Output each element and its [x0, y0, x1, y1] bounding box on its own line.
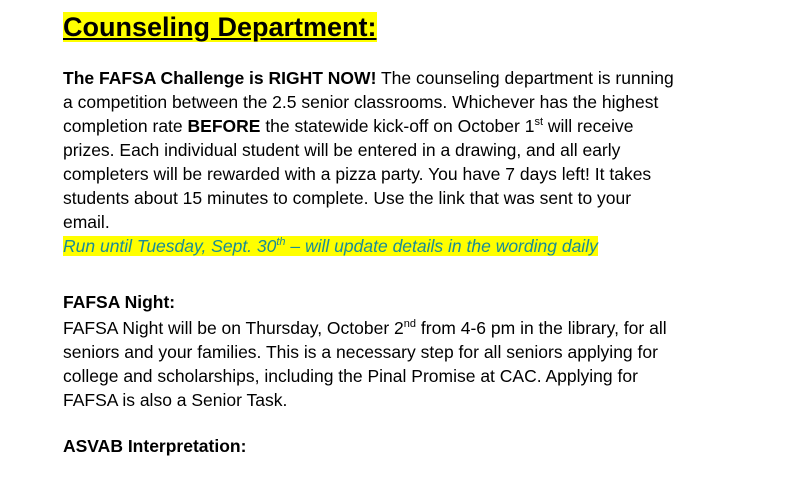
- fafsa-challenge-paragraph: [63, 66, 753, 258]
- paragraph-line: college and scholarships, including the Pinal Promise at CAC. Applying for: [63, 366, 638, 386]
- editor-note: [63, 236, 598, 256]
- paragraph-line: students about 15 minutes to complete. Use the link that was sent to your: [63, 188, 632, 208]
- editor-note-line: [63, 234, 753, 258]
- paragraph-line: a competition between the 2.5 senior classrooms. Whichever has the highest: [63, 92, 659, 112]
- page-title: [63, 10, 377, 44]
- paragraph-line: completers will be rewarded with a pizza party. You have 7 days left! It takes: [63, 164, 652, 184]
- paragraph-line: email.: [63, 212, 110, 232]
- asvab-heading: ASVAB Interpretation:: [63, 436, 247, 456]
- text-run: completion rate: [63, 116, 188, 136]
- paragraph-line: [63, 316, 753, 340]
- text-run: The counseling department is running: [376, 68, 674, 88]
- text-run: Run until Tuesday, Sept. 30: [63, 236, 277, 256]
- text-run: FAFSA Night will be on Thursday, October 2: [63, 318, 404, 338]
- paragraph-line: [63, 66, 753, 90]
- paragraph-line: FAFSA is also a Senior Task.: [63, 390, 288, 410]
- paragraph-line: prizes. Each individual student will be entered in a drawing, and all early: [63, 140, 621, 160]
- fafsa-night-heading: FAFSA Night:: [63, 292, 176, 312]
- fafsa-challenge-lead: The FAFSA Challenge is RIGHT NOW!: [63, 68, 377, 88]
- text-run: will receive: [543, 116, 634, 136]
- text-run: the statewide kick-off on October 1: [260, 116, 535, 136]
- before-emphasis: BEFORE: [187, 116, 261, 136]
- page-title-text: Counseling Department:: [63, 12, 377, 42]
- paragraph-line: [63, 114, 753, 138]
- ordinal-suffix: th: [276, 236, 286, 249]
- ordinal-suffix: nd: [403, 318, 417, 331]
- paragraph-line: seniors and your families. This is a necessary step for all seniors applying for: [63, 342, 658, 362]
- text-run: – will update details in the wording daily: [285, 236, 598, 256]
- text-run: from 4-6 pm in the library, for all: [416, 318, 667, 338]
- ordinal-suffix: st: [534, 116, 543, 129]
- fafsa-night-paragraph: [63, 316, 753, 412]
